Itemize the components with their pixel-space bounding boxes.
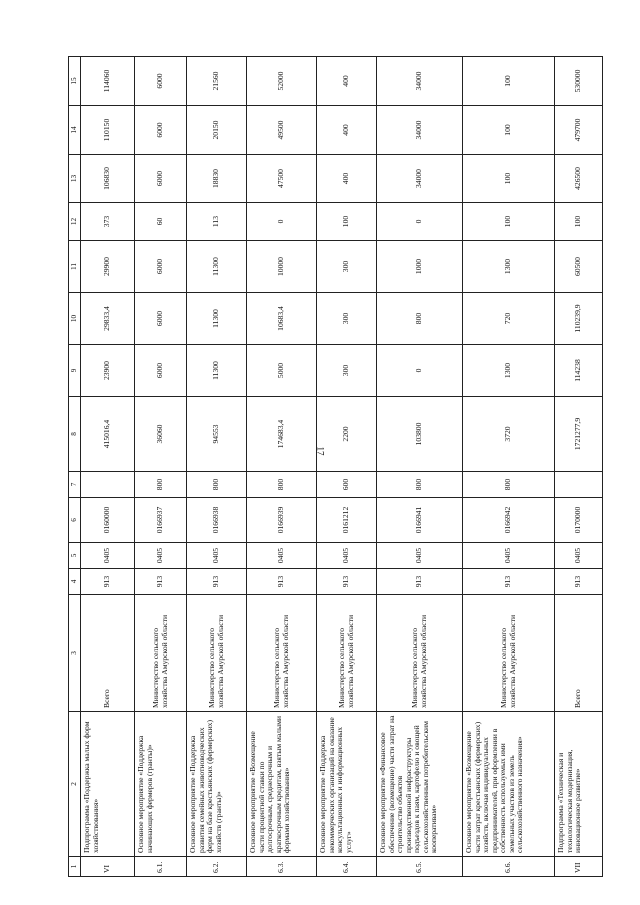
cell-c4: 913 [247,569,317,595]
cell-c4: 913 [135,569,187,595]
cell-c8: 2200 [317,397,377,472]
cell-c15: 100 [463,57,555,106]
cell-c12: 100 [463,203,555,241]
cell-c6: 0166937 [135,498,187,543]
cell-c14: 49500 [247,106,317,155]
header-cell: 3 [69,595,81,712]
cell-c9: 300 [317,345,377,397]
header-cell: 1 [69,857,81,877]
cell-name: Основное мероприятие «Возмещение части процентной ставки по долгосрочным, среднесрочным и краткосрочным кредитам, взятым малыми формами хозяйствования» [247,712,317,857]
cell-c9: 5000 [247,345,317,397]
cell-c5: 0405 [187,543,247,569]
cell-c7 [555,472,603,498]
cell-c15: 34000 [377,57,463,106]
cell-c15: 52000 [247,57,317,106]
cell-c7: 800 [377,472,463,498]
cell-c5: 0405 [135,543,187,569]
cell-c4: 913 [555,569,603,595]
cell-c9: 114238 [555,345,603,397]
cell-responsible: Министерство сельского хозяйства Амурской области [187,595,247,712]
header-cell: 11 [69,241,81,293]
cell-c15: 21560 [187,57,247,106]
cell-c9: 11300 [187,345,247,397]
cell-c8: 94553 [187,397,247,472]
cell-c6: 0160000 [81,498,135,543]
cell-c6: 0166938 [187,498,247,543]
cell-c6: 0166942 [463,498,555,543]
cell-num: 6.5. [377,857,463,877]
budget-table [68,56,603,877]
cell-c10: 300 [317,293,377,345]
cell-num: 6.3. [247,857,317,877]
cell-c13: 106830 [81,155,135,203]
cell-responsible: Всего [81,595,135,712]
cell-name: Подпрограмма «Поддержка малых форм хозяйствования» [81,712,135,857]
cell-c9: 23900 [81,345,135,397]
cell-c13: 426500 [555,155,603,203]
cell-c7 [81,472,135,498]
cell-responsible: Министерство сельского хозяйства Амурской области [135,595,187,712]
cell-c14: 479700 [555,106,603,155]
cell-c8: 3720 [463,397,555,472]
cell-c10: 800 [377,293,463,345]
header-cell: 5 [69,543,81,569]
cell-c13: 100 [463,155,555,203]
cell-c4: 913 [187,569,247,595]
cell-c13: 6000 [135,155,187,203]
cell-name: Основное мероприятие «Финансовое обеспечение (возмещение) части затрат на строительство объектов производственной инфраструктуры подъездов к паям, картофелю и овощей сельскохозяйственным потребительским кооперативам» [377,712,463,857]
cell-num: 6.4. [317,857,377,877]
cell-num: VII [555,857,603,877]
header-cell: 8 [69,397,81,472]
cell-c11: 29900 [81,241,135,293]
cell-c12: 0 [247,203,317,241]
cell-c11: 11300 [187,241,247,293]
cell-c6: 0166939 [247,498,317,543]
cell-c13: 47500 [247,155,317,203]
cell-c14: 20150 [187,106,247,155]
cell-c8: 415016,4 [81,397,135,472]
table-row [135,57,187,877]
cell-num: VI [81,857,135,877]
cell-c12: 60 [135,203,187,241]
cell-c12: 373 [81,203,135,241]
table-row [377,57,463,877]
cell-c14: 110150 [81,106,135,155]
cell-c5: 0405 [377,543,463,569]
header-cell: 14 [69,106,81,155]
cell-c12: 0 [377,203,463,241]
table-row [247,57,317,877]
cell-c11: 10000 [247,241,317,293]
rotated-page [68,57,602,877]
cell-c10: 6000 [135,293,187,345]
cell-c8: 103800 [377,397,463,472]
cell-c7: 800 [463,472,555,498]
cell-c12: 113 [187,203,247,241]
cell-c14: 34000 [377,106,463,155]
cell-c5: 0405 [317,543,377,569]
cell-c8: 36060 [135,397,187,472]
cell-c6: 0161212 [317,498,377,543]
header-row [69,57,81,877]
cell-c10: 10683,4 [247,293,317,345]
cell-c7: 800 [247,472,317,498]
cell-c11: 1300 [463,241,555,293]
cell-c11: 300 [317,241,377,293]
cell-responsible: Министерство сельского хозяйства Амурской области [317,595,377,712]
table-row [81,57,135,877]
cell-c11: 1000 [377,241,463,293]
cell-c7: 600 [317,472,377,498]
cell-c13: 18830 [187,155,247,203]
header-cell: 10 [69,293,81,345]
cell-num: 6.6. [463,857,555,877]
cell-c7: 800 [135,472,187,498]
cell-responsible: Министерство сельского хозяйства Амурской области [377,595,463,712]
cell-responsible: Министерство сельского хозяйства Амурской области [247,595,317,712]
header-cell: 6 [69,498,81,543]
cell-c13: 400 [317,155,377,203]
header-cell: 15 [69,57,81,106]
cell-c15: 6000 [135,57,187,106]
cell-c15: 530000 [555,57,603,106]
cell-c9: 1300 [463,345,555,397]
cell-num: 6.2. [187,857,247,877]
cell-c5: 0405 [81,543,135,569]
header-cell: 4 [69,569,81,595]
cell-c5: 0405 [463,543,555,569]
cell-name: Основное мероприятие «Поддержка начинающих фермеров (гранты)» [135,712,187,857]
cell-c8: 174683,4 [247,397,317,472]
cell-c11: 6000 [135,241,187,293]
header-cell: 13 [69,155,81,203]
cell-c9: 0 [377,345,463,397]
cell-name: Основное мероприятие «Поддержка некоммерческих организаций на оказание консультационных и информационных услуг» [317,712,377,857]
cell-c10: 720 [463,293,555,345]
cell-c5: 0405 [247,543,317,569]
cell-c4: 913 [317,569,377,595]
cell-c8: 1721277,9 [555,397,603,472]
cell-c4: 913 [377,569,463,595]
cell-responsible: Министерство сельского хозяйства Амурской области [463,595,555,712]
cell-c9: 6000 [135,345,187,397]
header-cell: 7 [69,472,81,498]
cell-c15: 400 [317,57,377,106]
header-cell: 12 [69,203,81,241]
table-row [187,57,247,877]
cell-num: 6.1. [135,857,187,877]
cell-c4: 913 [81,569,135,595]
cell-c14: 100 [463,106,555,155]
cell-name: Основное мероприятие «Поддержка развития семейных животноводческих ферм на базе крестьянских (фермерских) хозяйств (гранты)» [187,712,247,857]
cell-c7: 800 [187,472,247,498]
cell-c12: 100 [317,203,377,241]
table-row [555,57,603,877]
header-cell: 2 [69,712,81,857]
table-row [463,57,555,877]
cell-c12: 100 [555,203,603,241]
cell-c15: 114060 [81,57,135,106]
cell-c11: 60500 [555,241,603,293]
cell-c14: 6000 [135,106,187,155]
page-number: 17 [315,446,326,456]
cell-c10: 110239,9 [555,293,603,345]
cell-c10: 29833,4 [81,293,135,345]
header-cell: 9 [69,345,81,397]
cell-name: Основное мероприятие «Возмещение части затрат крестьянских (фермерских) хозяйств, включая индивидуальных предпринимателей, при оформлении в собственность используемых ими земельных участков из земель сельскохозяйственного назначения» [463,712,555,857]
cell-name: Подпрограмма «Техническая и технологическая модернизация, инновационное развитие» [555,712,603,857]
table-row [317,57,377,877]
cell-c6: 0166941 [377,498,463,543]
cell-responsible: Всего [555,595,603,712]
cell-c4: 913 [463,569,555,595]
cell-c10: 11300 [187,293,247,345]
cell-c14: 400 [317,106,377,155]
cell-c5: 0405 [555,543,603,569]
cell-c13: 34000 [377,155,463,203]
cell-c6: 0170000 [555,498,603,543]
